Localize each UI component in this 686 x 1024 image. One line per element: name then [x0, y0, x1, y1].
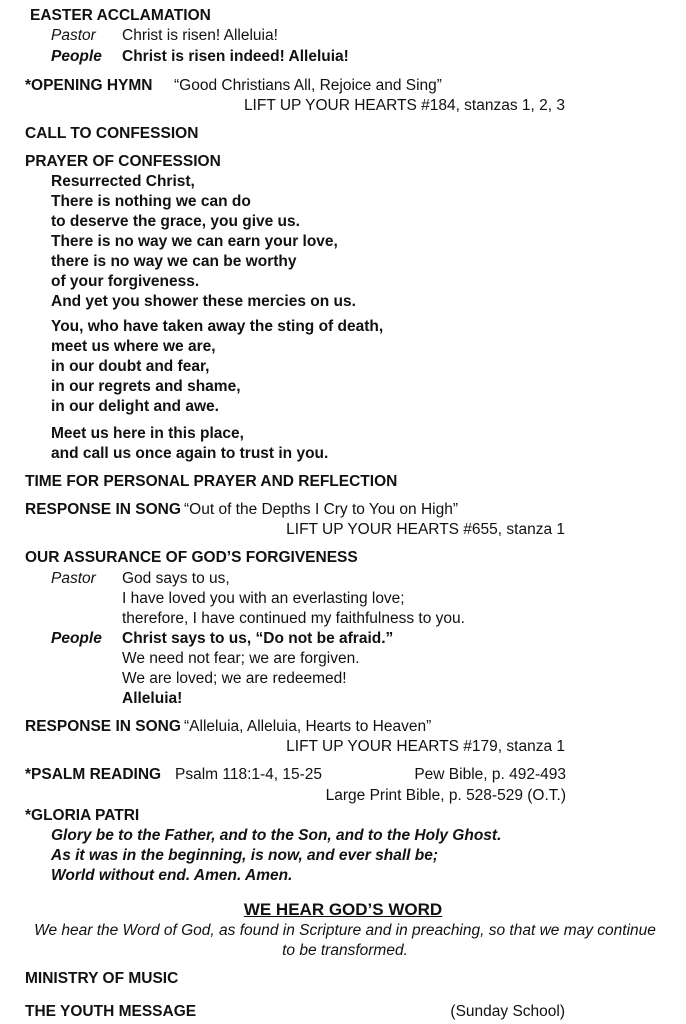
large-print-bible-ref: Large Print Bible, p. 528-529 (O.T.) [325, 787, 566, 804]
prayer-line: And yet you shower these mercies on us. [51, 293, 356, 310]
ministry-of-music-heading: MINISTRY OF MUSIC [25, 970, 179, 987]
assurance-people-line: We need not fear; we are forgiven. [122, 650, 360, 667]
gloria-patri-heading: *GLORIA PATRI [25, 807, 140, 824]
assurance-people-line: We are loved; we are redeemed! [122, 670, 347, 687]
youth-message-heading: THE YOUTH MESSAGE [25, 1003, 197, 1020]
assurance-pastor-line: God says to us, [122, 570, 230, 587]
assurance-pastor-line: I have loved you with an everlasting love; [122, 590, 405, 607]
prayer-line: Meet us here in this place, [51, 425, 244, 442]
response-song-ref: LIFT UP YOUR HEARTS #179, stanza 1 [286, 738, 565, 755]
psalm-passage: Psalm 118:1-4, 15-25 [175, 766, 323, 783]
people-role-label: People [51, 630, 102, 647]
assurance-people-line: Christ says to us, “Do not be afraid.” [122, 630, 394, 647]
prayer-line: in our doubt and fear, [51, 358, 210, 375]
personal-prayer-heading: TIME FOR PERSONAL PRAYER AND REFLECTION [25, 473, 398, 490]
section-title-text: WE HEAR GOD’S WORD [243, 900, 443, 919]
section-intro: We hear the Word of God, as found in Scripture and in preaching, so that we may continue to be transformed. [34, 922, 656, 959]
prayer-line: You, who have taken away the sting of death, [51, 318, 384, 335]
response-song-title: “Alleluia, Alleluia, Hearts to Heaven” [184, 718, 432, 735]
prayer-line: of your forgiveness. [51, 273, 200, 290]
assurance-heading: OUR ASSURANCE OF GOD’S FORGIVENESS [25, 549, 358, 566]
gloria-line: World without end. Amen. Amen. [51, 867, 293, 884]
response-in-song-heading: RESPONSE IN SONG [25, 718, 181, 735]
pew-bible-ref: Pew Bible, p. 492-493 [414, 766, 566, 783]
people-role-label: People [51, 48, 102, 65]
prayer-line: to deserve the grace, you give us. [51, 213, 300, 230]
pastor-role-label: Pastor [51, 27, 96, 44]
people-line: Christ is risen indeed! Alleluia! [122, 48, 349, 65]
gloria-line: As it was in the beginning, is now, and ever shall be; [51, 847, 438, 864]
response-in-song-heading: RESPONSE IN SONG [25, 501, 181, 518]
prayer-of-confession-heading: PRAYER OF CONFESSION [25, 153, 221, 170]
assurance-pastor-line: therefore, I have continued my faithfulness to you. [122, 610, 465, 627]
easter-acclamation-heading: EASTER ACCLAMATION [30, 7, 211, 24]
response-song-ref: LIFT UP YOUR HEARTS #655, stanza 1 [286, 521, 565, 538]
call-to-confession-heading: CALL TO CONFESSION [25, 125, 199, 142]
youth-message-note: (Sunday School) [450, 1003, 565, 1020]
response-song-title: “Out of the Depths I Cry to You on High” [184, 501, 458, 518]
prayer-line: in our delight and awe. [51, 398, 219, 415]
prayer-line: meet us where we are, [51, 338, 216, 355]
section-title [0, 899, 686, 921]
pastor-line: Christ is risen! Alleluia! [122, 27, 278, 44]
prayer-line: Resurrected Christ, [51, 173, 195, 190]
psalm-reading-heading: *PSALM READING [25, 766, 162, 783]
pastor-role-label: Pastor [51, 570, 96, 587]
opening-hymn-title: “Good Christians All, Rejoice and Sing” [174, 77, 442, 94]
opening-hymn-heading: *OPENING HYMN [25, 77, 153, 94]
opening-hymn-ref: LIFT UP YOUR HEARTS #184, stanzas 1, 2, 3 [243, 97, 565, 114]
assurance-people-line: Alleluia! [122, 690, 183, 707]
prayer-line: and call us once again to trust in you. [51, 445, 329, 462]
prayer-line: in our regrets and shame, [51, 378, 241, 395]
prayer-line: There is nothing we can do [51, 193, 251, 210]
gloria-line: Glory be to the Father, and to the Son, and to the Holy Ghost. [51, 827, 502, 844]
prayer-line: There is no way we can earn your love, [51, 233, 338, 250]
prayer-line: there is no way we can be worthy [51, 253, 297, 270]
